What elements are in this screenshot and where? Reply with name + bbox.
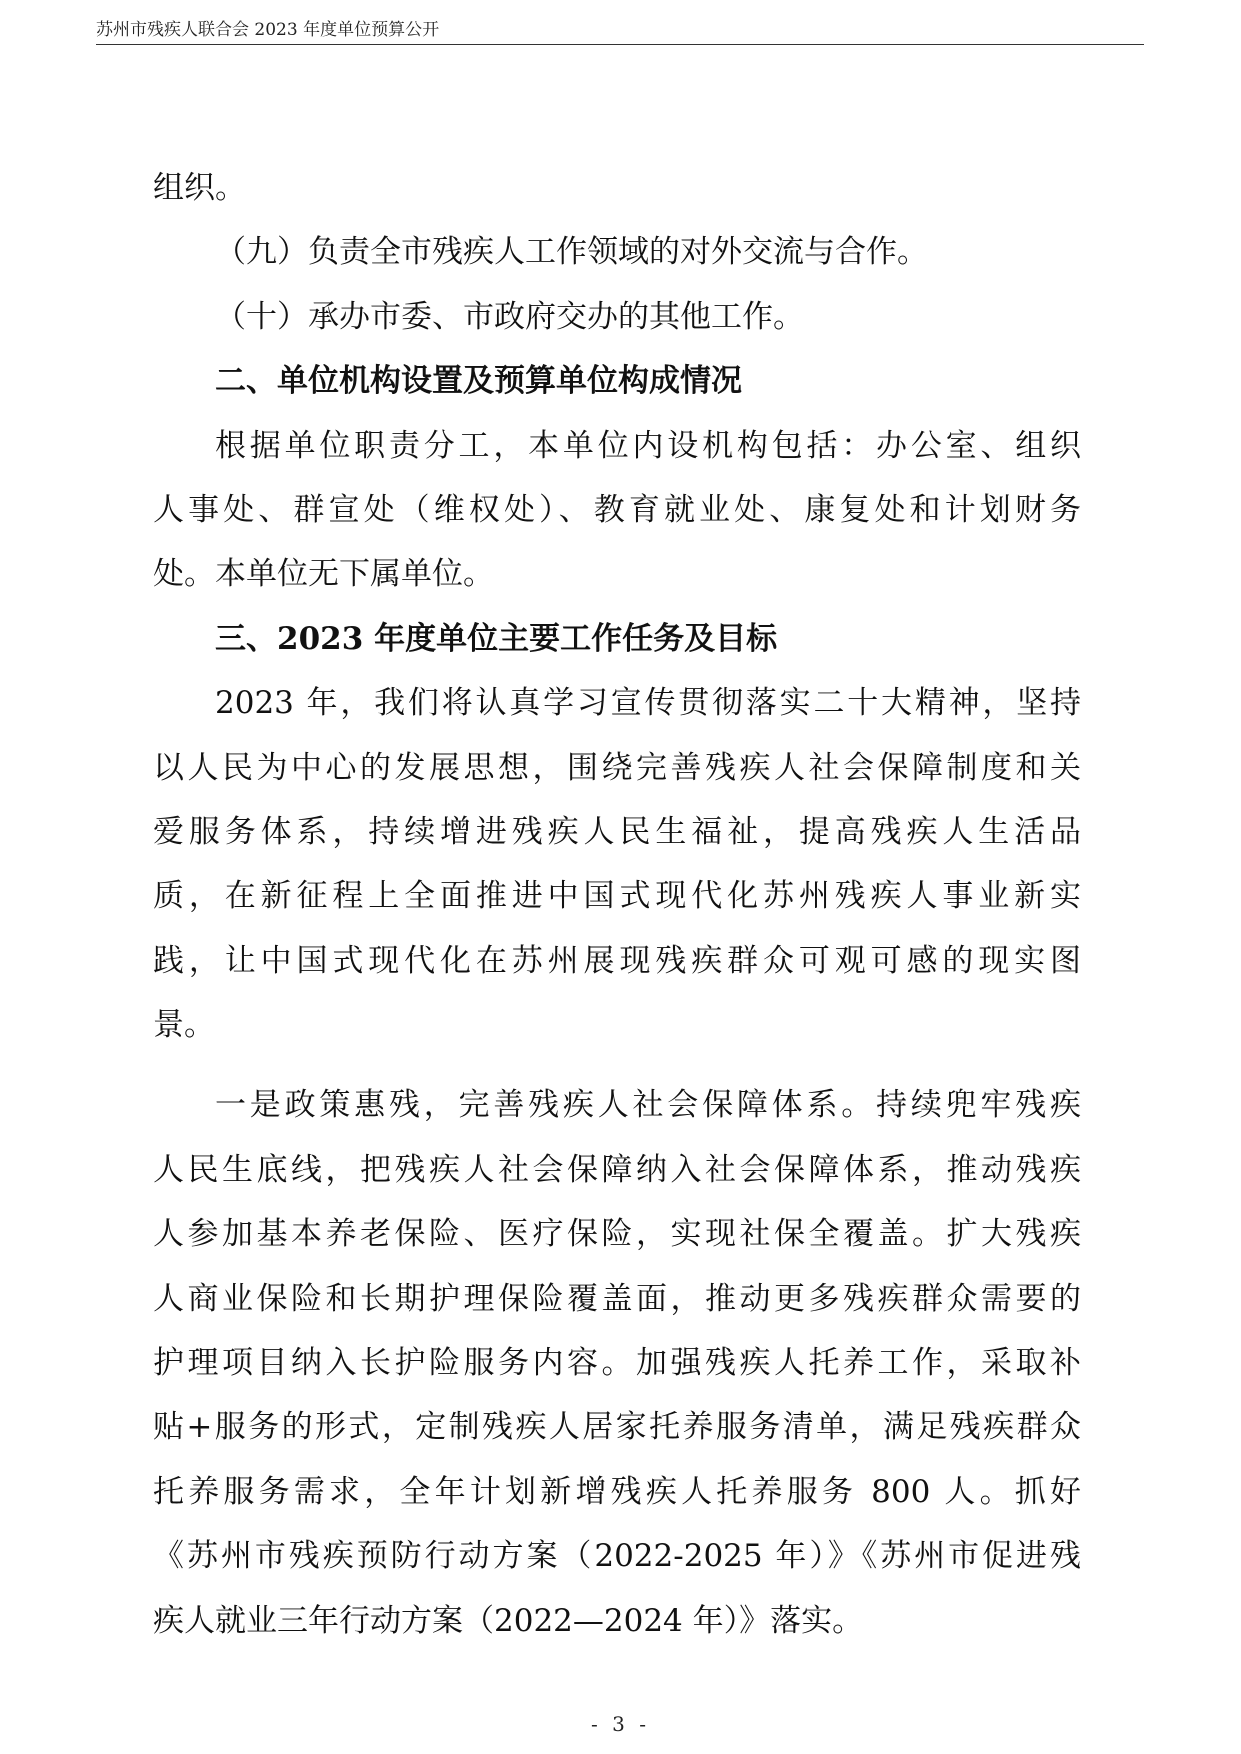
body-line: 《苏州市残疾预防行动方案（2022-2025 年）》《苏州市促进残 xyxy=(153,1538,1081,1575)
body-line: 贴+服务的形式，定制残疾人居家托养服务清单，满足残疾群众 xyxy=(153,1409,1081,1446)
body-line: （十）承办市委、市政府交办的其他工作。 xyxy=(215,298,804,335)
body-line: 人民生底线，把残疾人社会保障纳入社会保障体系，推动残疾 xyxy=(153,1151,1081,1188)
body-line: 人事处、群宣处（维权处）、教育就业处、康复处和计划财务 xyxy=(153,491,1081,528)
section-heading: 二、单位机构设置及预算单位构成情况 xyxy=(215,363,742,400)
document-body xyxy=(153,156,1081,1653)
body-line: 景。 xyxy=(153,1007,215,1044)
body-line: 根据单位职责分工，本单位内设机构包括：办公室、组织 xyxy=(215,427,1081,464)
body-line: 一是政策惠残，完善残疾人社会保障体系。持续兜牢残疾 xyxy=(215,1087,1081,1124)
paragraph-gap xyxy=(153,1057,1081,1073)
body-line: 托养服务需求，全年计划新增残疾人托养服务 800 人。抓好 xyxy=(153,1473,1081,1510)
body-line: 质，在新征程上全面推进中国式现代化苏州残疾人事业新实 xyxy=(153,878,1081,915)
body-line: 践，让中国式现代化在苏州展现残疾群众可观可感的现实图 xyxy=(153,942,1081,979)
body-line: 组织。 xyxy=(153,170,246,206)
running-header: 苏州市残疾人联合会 2023 年度单位预算公开 xyxy=(96,20,440,40)
body-line: 2023 年，我们将认真学习宣传贯彻落实二十大精神，坚持 xyxy=(215,685,1081,722)
header-divider xyxy=(96,44,1144,45)
body-line: 疾人就业三年行动方案（2022—2024 年）》落实。 xyxy=(153,1602,864,1639)
body-line: 爱服务体系，持续增进残疾人民生福祉，提高残疾人生活品 xyxy=(153,813,1081,850)
body-line: 人参加基本养老保险、医疗保险，实现社保全覆盖。扩大残疾 xyxy=(153,1216,1081,1253)
section-heading: 三、2023 年度单位主要工作任务及目标 xyxy=(215,620,778,657)
body-line: 处。本单位无下属单位。 xyxy=(153,556,494,593)
page-number: - 3 - xyxy=(591,1712,650,1736)
body-line: 以人民为中心的发展思想，围绕完善残疾人社会保障制度和关 xyxy=(153,749,1081,786)
body-line: 护理项目纳入长护险服务内容。加强残疾人托养工作，采取补 xyxy=(153,1345,1081,1382)
body-line: （九）负责全市残疾人工作领域的对外交流与合作。 xyxy=(215,234,928,271)
body-line: 人商业保险和长期护理保险覆盖面，推动更多残疾群众需要的 xyxy=(153,1280,1081,1317)
